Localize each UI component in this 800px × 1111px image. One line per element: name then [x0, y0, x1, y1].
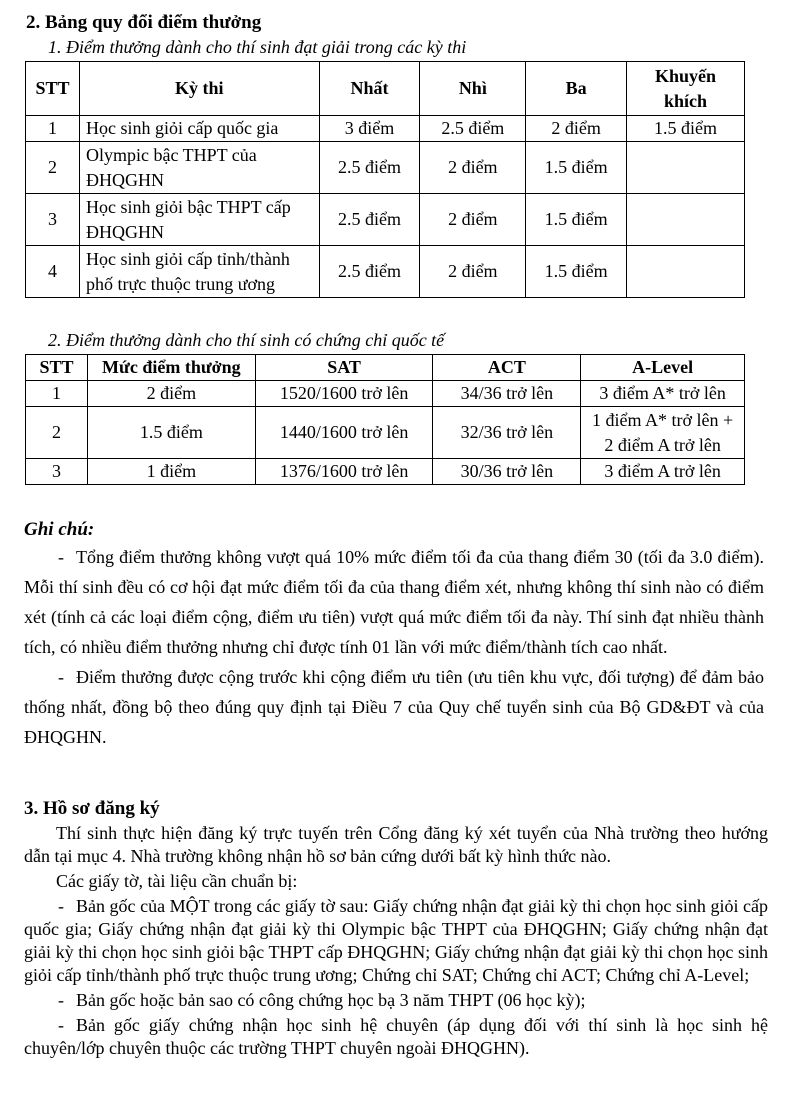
cell: 1.5 điểm [526, 246, 627, 298]
cell: 1440/1600 trở lên [255, 407, 433, 459]
doc-text: Bản gốc giấy chứng nhận học sinh hệ chuyên (áp dụng đối với thí sinh là học sinh hệ chuyên/lớp chuyên thuộc các trường THPT chuyên ngoài ĐHQGHN). [24, 1015, 768, 1058]
header-khuyen-khich: Khuyến khích [627, 62, 745, 116]
table1-caption: 1. Điểm thưởng dành cho thí sinh đạt giải trong các kỳ thi [48, 37, 467, 57]
cell: 32/36 trở lên [433, 407, 581, 459]
table2-caption: 2. Điểm thưởng dành cho thí sinh có chứng chỉ quốc tế [48, 330, 445, 350]
header-ky-thi: Kỳ thi [79, 62, 319, 116]
cell: 2.5 điểm [319, 142, 420, 194]
cell: 1.5 điểm [627, 116, 745, 142]
cell: Học sinh giỏi bậc THPT cấp ĐHQGHN [79, 194, 319, 246]
cell [627, 246, 745, 298]
cell: 3 [26, 194, 80, 246]
header-nhat: Nhất [319, 62, 420, 116]
cell: 2 [26, 407, 88, 459]
table-row [26, 116, 745, 142]
note-text: Tổng điểm thưởng không vượt quá 10% mức điểm tối đa của thang điểm 30 (tối đa 3.0 điểm). Mỗi thí sinh đều có cơ hội đạt mức điểm tối đa của thang điểm xét, nhưng không thí sinh nào có điểm xét (tính cả các loại điểm cộng, điểm ưu tiên) vượt quá mức điểm tối đa này. Thí sinh đạt nhiều thành tích, có nhiều điểm thưởng nhưng chỉ được tính 01 lần với mức điểm/thành tích cao nhất. [24, 547, 764, 657]
header-sat: SAT [255, 355, 433, 381]
dash: - [58, 547, 64, 567]
table-header-row [26, 62, 745, 116]
cell: 2 điểm [420, 142, 526, 194]
cell: 1 điểm [87, 459, 255, 485]
cell: 34/36 trở lên [433, 381, 581, 407]
docs-label-text: Các giấy tờ, tài liệu cần chuẩn bị: [56, 871, 298, 891]
doc-text: Bản gốc hoặc bản sao có công chứng học bạ 3 năm THPT (06 học kỳ); [76, 990, 586, 1010]
cell: 1.5 điểm [526, 142, 627, 194]
cell: 2.5 điểm [319, 194, 420, 246]
header-stt: STT [26, 62, 80, 116]
table-row [26, 407, 745, 459]
intro-paragraph [24, 822, 768, 868]
intro-text: Thí sinh thực hiện đăng ký trực tuyến trên Cổng đăng ký xét tuyển của Nhà trường theo hướng dẫn tại mục 4. Nhà trường không nhận hồ sơ bản cứng dưới bất kỳ hình thức nào. [24, 823, 768, 866]
cell: 1 điểm A* trở lên + 2 điểm A trở lên [581, 407, 745, 459]
cell [627, 142, 745, 194]
doc-text: Bản gốc của MỘT trong các giấy tờ sau: Giấy chứng nhận đạt giải kỳ thi chọn học sinh giỏi cấp quốc gia; Giấy chứng nhận đạt giải kỳ thi Olympic bậc THPT của ĐHQGHN; Giấy chứng nhận đạt giải kỳ thi chọn học sinh giỏi bậc THPT cấp ĐHQGHN; Giấy chứng nhận đạt giải kỳ thi chọn học sinh giỏi cấp tỉnh/thành phố trực thuộc trung ương; Chứng chỉ SAT; Chứng chỉ ACT; Chứng chỉ A-Level; [24, 896, 768, 985]
header-alevel: A-Level [581, 355, 745, 381]
cell: 2 điểm [420, 246, 526, 298]
cell: 3 [26, 459, 88, 485]
cell: 4 [26, 246, 80, 298]
doc-item [24, 1014, 768, 1060]
header-act: ACT [433, 355, 581, 381]
dash: - [58, 990, 64, 1010]
certificate-table [25, 354, 745, 485]
doc-item [24, 989, 768, 1012]
cell: 2 [26, 142, 80, 194]
note-item [24, 662, 764, 752]
cell [627, 194, 745, 246]
notes-block [24, 542, 764, 752]
table-row [26, 194, 745, 246]
cell: 2 điểm [526, 116, 627, 142]
cell: 1 [26, 381, 88, 407]
header-nhi: Nhì [420, 62, 526, 116]
cell: 2 điểm [87, 381, 255, 407]
dash: - [58, 667, 64, 687]
cell: 3 điểm A* trở lên [581, 381, 745, 407]
cell: 1.5 điểm [87, 407, 255, 459]
cell: Học sinh giỏi cấp tỉnh/thành phố trực thuộc trung ương [79, 246, 319, 298]
cell: 30/36 trở lên [433, 459, 581, 485]
cell: 3 điểm [319, 116, 420, 142]
note-text: Điểm thưởng được cộng trước khi cộng điểm ưu tiên (ưu tiên khu vực, đối tượng) để đảm bảo thống nhất, đồng bộ theo đúng quy định tại Điều 7 của Quy chế tuyển sinh của Bộ GD&ĐT và của ĐHQGHN. [24, 667, 764, 747]
doc-item [24, 895, 768, 987]
notes-title: Ghi chú: [24, 519, 95, 540]
award-table [25, 61, 745, 298]
table-row [26, 459, 745, 485]
cell: 1520/1600 trở lên [255, 381, 433, 407]
cell: Học sinh giỏi cấp quốc gia [79, 116, 319, 142]
docs-label [24, 870, 768, 893]
table-header-row [26, 355, 745, 381]
section3-title: 3. Hồ sơ đăng ký [24, 798, 160, 819]
dash: - [58, 1015, 64, 1035]
cell: 1.5 điểm [526, 194, 627, 246]
cell: 2.5 điểm [319, 246, 420, 298]
dash: - [58, 896, 64, 916]
cell: 3 điểm A trở lên [581, 459, 745, 485]
table-row [26, 246, 745, 298]
note-item [24, 542, 764, 662]
cell: 1 [26, 116, 80, 142]
cell: 2.5 điểm [420, 116, 526, 142]
section2-title: 2. Bảng quy đổi điểm thưởng [26, 12, 262, 33]
table-row [26, 381, 745, 407]
header-stt: STT [26, 355, 88, 381]
table-row [26, 142, 745, 194]
header-ba: Ba [526, 62, 627, 116]
cell: 2 điểm [420, 194, 526, 246]
section3-block [24, 822, 768, 1060]
header-muc-diem: Mức điểm thưởng [87, 355, 255, 381]
cell: 1376/1600 trở lên [255, 459, 433, 485]
cell: Olympic bậc THPT của ĐHQGHN [79, 142, 319, 194]
